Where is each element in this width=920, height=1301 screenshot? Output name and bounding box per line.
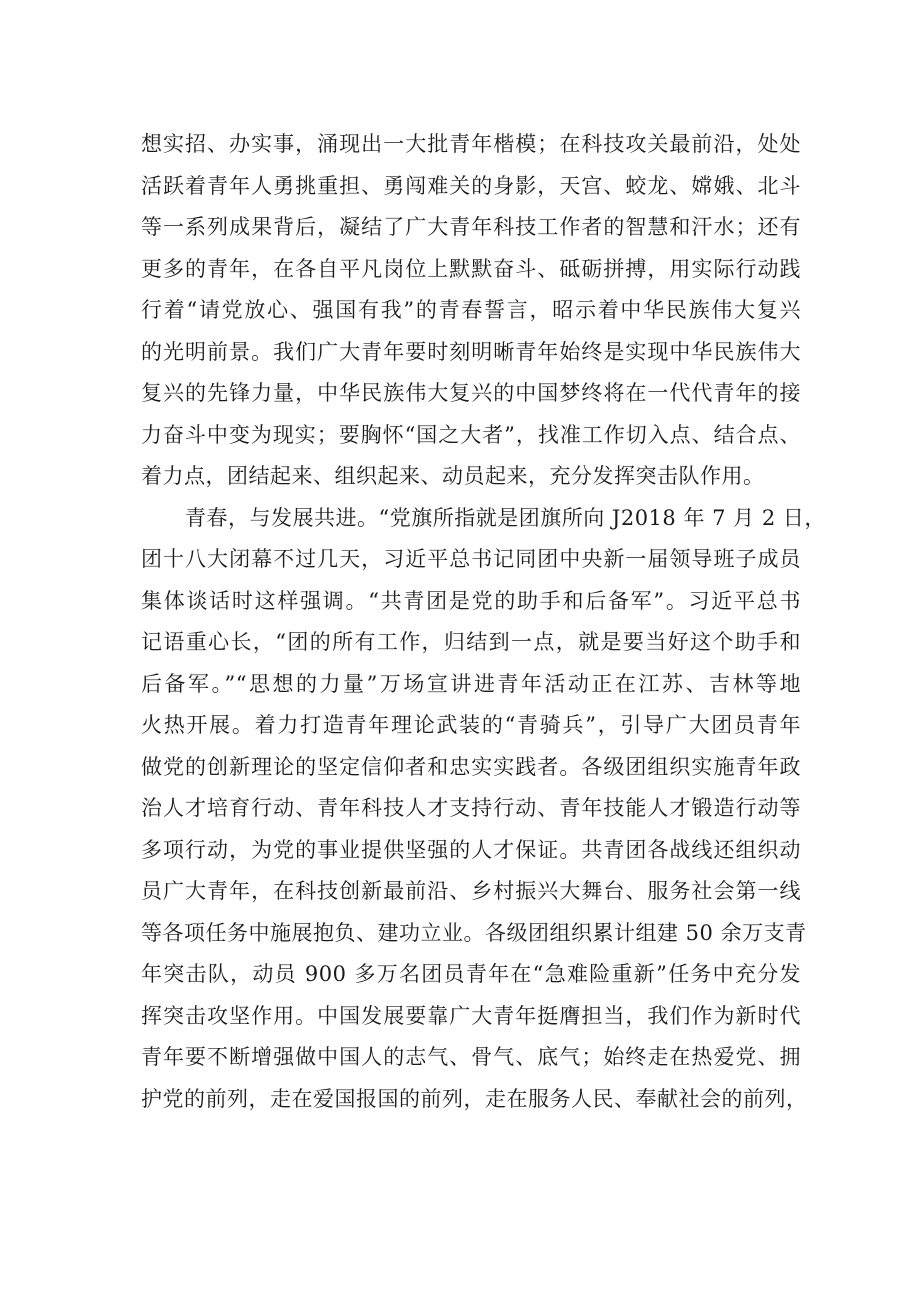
text-line: 多项行动，为党的事业提供坚强的人才保证。共青团各战线还组织动 xyxy=(141,837,801,862)
text-line: 火热开展。着力打造青年理论武装的“青骑兵”，引导广大团员青年 xyxy=(141,713,801,737)
body-text xyxy=(141,124,826,1120)
text-line: 做党的创新理论的坚定信仰者和忠实实践者。各级团组织实施青年政 xyxy=(141,754,801,779)
text-line: 集体谈话时这样强调。“共青团是党的助手和后备军”。习近平总书 xyxy=(141,588,801,613)
text-line: 等一系列成果背后，凝结了广大青年科技工作者的智慧和汗水；还有 xyxy=(141,215,801,239)
text-line: 活跃着青年人勇挑重担、勇闯难关的身影，天宫、蛟龙、嫦娥、北斗 xyxy=(141,173,801,198)
paragraph-first-line: 青春，与发展共进。“党旗所指就是团旗所向 J2018 年 7 月 2 日， xyxy=(185,505,826,530)
text-line: 更多的青年，在各自平凡岗位上默默奋斗、砥砺拼搏，用实际行动践 xyxy=(141,256,801,281)
text-line: 治人才培育行动、青年科技人才支持行动、青年技能人才锻造行动等 xyxy=(141,796,801,820)
text-line: 员广大青年，在科技创新最前沿、乡村振兴大舞台、服务社会第一线 xyxy=(141,879,801,903)
text-line: 年突击队，动员 900 多万名团员青年在“急难险重新”任务中充分发 xyxy=(141,962,801,986)
text-line: 青年要不断增强做中国人的志气、骨气、底气；始终走在热爱党、拥 xyxy=(141,1045,801,1069)
text-line: 等各项任务中施展抱负、建功立业。各级团组织累计组建 50 余万支青 xyxy=(141,920,807,945)
text-line: 力奋斗中变为现实；要胸怀“国之大者”，找准工作切入点、结合点、 xyxy=(141,422,801,447)
text-line: 记语重心长，“团的所有工作，归结到一点，就是要当好这个助手和 xyxy=(141,630,801,654)
text-line: 挥突击攻坚作用。中国发展要靠广大青年挺膺担当，我们作为新时代 xyxy=(141,1003,801,1028)
text-line: 想实招、办实事，涌现出一大批青年楷模；在科技攻关最前沿，处处 xyxy=(141,132,801,156)
text-line: 的光明前景。我们广大青年要时刻明晰青年始终是实现中华民族伟大 xyxy=(141,339,801,364)
text-line: 护党的前列，走在爱国报国的前列，走在服务人民、奉献社会的前列， xyxy=(141,1086,808,1111)
text-line: 复兴的先锋力量，中华民族伟大复兴的中国梦终将在一代代青年的接 xyxy=(141,381,801,405)
text-line: 团十八大闭幕不过几天，习近平总书记同团中央新一届领导班子成员 xyxy=(141,547,801,571)
text-line: 着力点，团结起来、组织起来、动员起来，充分发挥突击队作用。 xyxy=(141,464,765,488)
text-line: 行着“请党放心、强国有我”的青春誓言，昭示着中华民族伟大复兴 xyxy=(141,298,801,322)
text-line: 后备军。”“思想的力量”万场宣讲进青年活动正在江苏、吉林等地 xyxy=(141,671,801,696)
